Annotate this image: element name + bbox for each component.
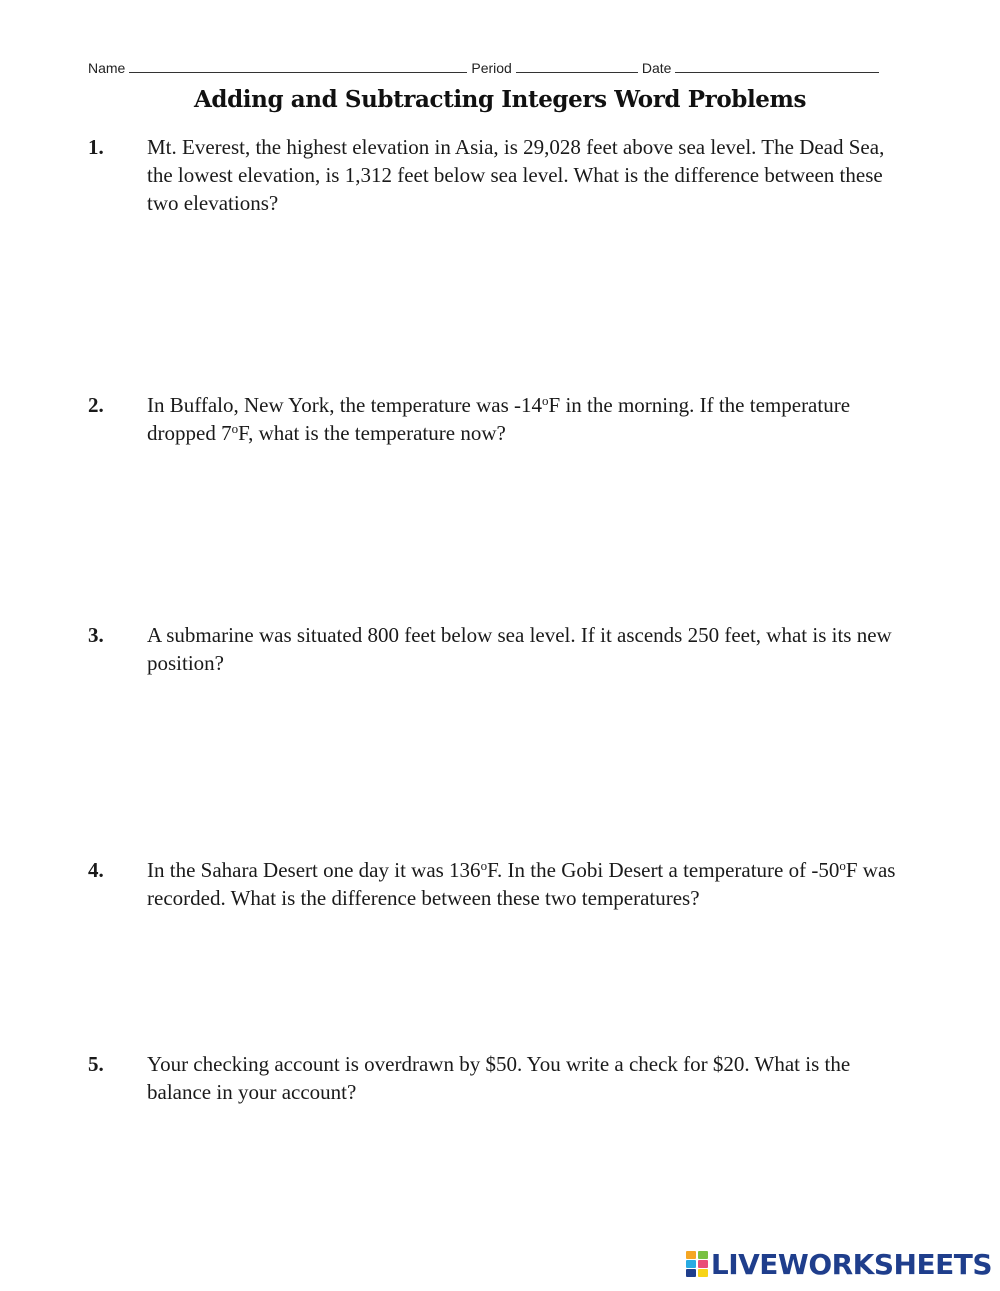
name-blank[interactable] xyxy=(129,58,467,73)
liveworksheets-logo-icon xyxy=(686,1251,708,1277)
degree-mark: o xyxy=(542,393,549,408)
problem-number: 2. xyxy=(88,393,104,417)
period-blank[interactable] xyxy=(516,58,638,73)
degree-mark: o xyxy=(839,858,846,873)
date-blank[interactable] xyxy=(675,58,879,73)
watermark-text: LIVEWORKSHEETS xyxy=(710,1247,992,1281)
problem-number: 5. xyxy=(88,1052,104,1076)
date-label: Date xyxy=(641,60,672,76)
problem-text: A submarine was situated 800 feet below sea level. If it ascends 250 feet, what is its new position? xyxy=(147,623,892,675)
problem-text: Your checking account is overdrawn by $50. You write a check for $20. What is the balance in your account? xyxy=(147,1052,851,1104)
problem-number: 1. xyxy=(88,135,104,159)
worksheet-title: Adding and Subtracting Integers Word Problems xyxy=(193,86,807,113)
problem-number: 4. xyxy=(88,858,104,882)
degree-mark: o xyxy=(231,421,239,436)
degree-mark: o xyxy=(480,858,488,873)
period-label: Period xyxy=(471,60,512,76)
problem-number: 3. xyxy=(88,623,104,647)
problem-text: In Buffalo, New York, the temperature was -14$^o$F in the morning. If the temperature dropped 7$^o$F, what is the temperature now? xyxy=(147,393,851,445)
problem-text: In the Sahara Desert one day it was 136$^o$F. In the Gobi Desert a temperature of -50$^o$F was recorded. What is the difference between these two temperatures? xyxy=(147,858,896,910)
problem-text: Mt. Everest, the highest elevation in Asia, is 29,028 feet above sea level. The Dead Sea, the lowest elevation, is 1,312 feet below sea level. What is the difference between these two elevations? xyxy=(147,135,885,215)
name-label: Name xyxy=(88,60,126,76)
student-info-header xyxy=(88,58,918,76)
liveworksheets-watermark xyxy=(686,1247,992,1281)
